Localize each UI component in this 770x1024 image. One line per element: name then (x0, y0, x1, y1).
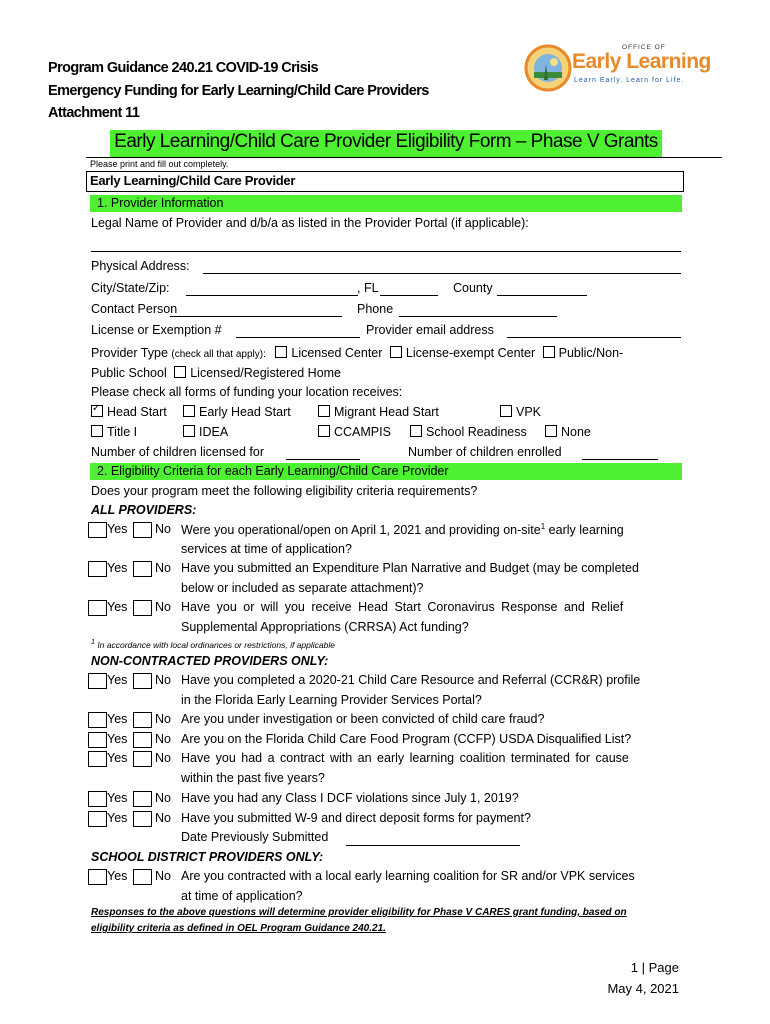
licensed-center-checkbox[interactable] (275, 346, 287, 358)
responses-note-line2: eligibility criteria as defined in OEL Program Guidance 240.21. (91, 923, 386, 934)
yes-label: Yes (107, 600, 128, 614)
instruction-text: Please print and fill out completely. (90, 159, 229, 169)
yes-label: Yes (107, 869, 128, 883)
nc-q3-no-box[interactable] (133, 732, 152, 748)
nc-q1-yes-box[interactable] (88, 673, 107, 689)
nc-q6-no-box[interactable] (133, 811, 152, 827)
no-label: No (155, 561, 171, 575)
nc-q2-no-box[interactable] (133, 712, 152, 728)
no-label: No (155, 791, 171, 805)
page-number: 1 | Page (630, 960, 679, 975)
public-school-checkbox[interactable] (543, 346, 555, 358)
all-q1-text (181, 522, 624, 537)
funding-school-readiness (410, 425, 527, 439)
sd-q1-yes-box[interactable] (88, 869, 107, 885)
all-q2-text-cont: below or included as separate attachment)? (181, 581, 424, 595)
no-label: No (155, 751, 171, 765)
yes-label: Yes (107, 811, 128, 825)
public-school-label-a: Public/Non- (558, 346, 624, 360)
form-title: Early Learning/Child Care Provider Eligibility Form – Phase V Grants (114, 131, 658, 152)
nc-q1-no-box[interactable] (133, 673, 152, 689)
emergency-funding-line: Emergency Funding for Early Learning/Child Care Providers (48, 83, 429, 99)
footnote (91, 638, 335, 650)
phone-field[interactable] (399, 316, 557, 317)
children-licensed-field[interactable] (286, 459, 360, 460)
legal-name-field[interactable] (91, 251, 681, 252)
all-q1-text-a: Were you operational/open on April 1, 2021 and providing on-site (181, 523, 541, 538)
no-label: No (155, 869, 171, 883)
provider-box-title: Early Learning/Child Care Provider (90, 173, 296, 188)
funding-none (545, 425, 591, 439)
school-district-heading: SCHOOL DISTRICT PROVIDERS ONLY: (91, 850, 324, 864)
funding-ccampis (318, 425, 391, 439)
date-submitted-label: Date Previously Submitted (181, 830, 329, 844)
check-all-note: (check all that apply): (171, 349, 266, 360)
fl-label: , FL (357, 281, 379, 295)
email-field[interactable] (507, 337, 681, 338)
nc-q6-yes-box[interactable] (88, 811, 107, 827)
children-enrolled-label: Number of children enrolled (408, 445, 562, 459)
all-q1-text-b: early learning (545, 523, 624, 538)
idea-label: IDEA (199, 425, 229, 439)
yes-label: Yes (107, 751, 128, 765)
city-state-zip-label: City/State/Zip: (91, 281, 170, 295)
children-enrolled-field[interactable] (582, 459, 658, 460)
nc-q4-no-box[interactable] (133, 751, 152, 767)
migrant-head-start-label: Migrant Head Start (334, 405, 439, 419)
no-label: No (155, 732, 171, 746)
contact-person-label: Contact Person (91, 302, 178, 316)
licensed-home-checkbox[interactable] (174, 366, 186, 378)
footnote-text: In accordance with local ordinances or restrictions, if applicable (97, 639, 335, 650)
date-submitted-field[interactable] (346, 845, 520, 846)
all-providers-heading: ALL PROVIDERS: (91, 503, 197, 517)
children-licensed-label: Number of children licensed for (91, 445, 264, 459)
yes-label: Yes (107, 561, 128, 575)
funding-prompt: Please check all forms of funding your location receives: (91, 385, 403, 399)
nc-q3-yes-box[interactable] (88, 732, 107, 748)
licensed-home-label: Licensed/Registered Home (190, 366, 342, 380)
contact-person-field[interactable] (170, 316, 342, 317)
early-head-start-checkbox[interactable] (183, 405, 195, 417)
program-guidance-line: Program Guidance 240.21 COVID-19 Crisis (48, 60, 318, 76)
funding-migrant (318, 405, 439, 419)
footnote-marker: 1 (540, 522, 546, 531)
nc-q4-yes-box[interactable] (88, 751, 107, 767)
all-q2-text: Have you submitted an Expenditure Plan Narrative and Budget (may be completed (181, 561, 639, 575)
sd-q1-no-box[interactable] (133, 869, 152, 885)
license-field[interactable] (236, 337, 360, 338)
nc-q4-text: Have you had a contract with an early learning coalition terminated for cause (181, 751, 629, 765)
license-label: License or Exemption # (91, 323, 222, 337)
criteria-prompt: Does your program meet the following eligibility criteria requirements? (91, 484, 478, 498)
physical-address-label: Physical Address: (91, 259, 190, 273)
no-label: No (155, 712, 171, 726)
all-q2-yes-box[interactable] (88, 561, 107, 577)
nc-q1-text-cont: in the Florida Early Learning Provider Services Portal? (181, 693, 482, 707)
no-label: No (155, 673, 171, 687)
county-field[interactable] (497, 295, 587, 296)
sd-q1-text-cont: at time of application? (181, 889, 303, 903)
license-exempt-label: License-exempt Center (405, 346, 536, 360)
nc-q5-yes-box[interactable] (88, 791, 107, 807)
head-start-checkbox[interactable] (91, 405, 103, 417)
logo-tagline: Learn Early. Learn for Life. (574, 77, 685, 84)
nc-q5-text: Have you had any Class I DCF violations since July 1, 2019? (181, 791, 519, 805)
physical-address-field[interactable] (203, 273, 681, 274)
city-field[interactable] (186, 295, 358, 296)
school-readiness-label: School Readiness (426, 425, 527, 439)
ccampis-checkbox[interactable] (318, 425, 330, 437)
no-label: No (155, 811, 171, 825)
funding-title-i (91, 425, 137, 439)
licensed-center-label: Licensed Center (291, 346, 383, 360)
early-head-start-label: Early Head Start (199, 405, 291, 419)
document-date: May 4, 2021 (607, 981, 679, 996)
none-checkbox[interactable] (545, 425, 557, 437)
all-q3-text: Have you or will you receive Head Start Coronavirus Response and Relief (181, 600, 624, 614)
section1-heading: 1. Provider Information (97, 196, 224, 210)
funding-idea (183, 425, 228, 439)
provider-type-row2 (91, 366, 341, 380)
section2-heading: 2. Eligibility Criteria for each Early Learning/Child Care Provider (97, 464, 449, 478)
phone-label: Phone (357, 302, 394, 316)
all-q1-yes-box[interactable] (88, 522, 107, 538)
no-label: No (155, 600, 171, 614)
yes-label: Yes (107, 522, 128, 536)
all-q1-text-cont: services at time of application? (181, 542, 352, 556)
footnote-number: 1 (91, 638, 95, 646)
zip-field[interactable] (380, 295, 438, 296)
title-i-checkbox[interactable] (91, 425, 103, 437)
email-label: Provider email address (366, 323, 494, 337)
yes-label: Yes (107, 712, 128, 726)
nc-q4-text-cont: within the past five years? (181, 771, 325, 785)
all-q2-no-box[interactable] (133, 561, 152, 577)
yes-label: Yes (107, 791, 128, 805)
florida-seal-icon (524, 44, 572, 92)
title-rule (86, 157, 722, 158)
funding-head-start (91, 405, 167, 419)
nc-q5-no-box[interactable] (133, 791, 152, 807)
all-q3-text-cont: Supplemental Appropriations (CRRSA) Act funding? (181, 620, 469, 634)
logo-early-learning: Early Learning (572, 50, 711, 73)
nc-q6-text: Have you submitted W-9 and direct deposit forms for payment? (181, 811, 531, 825)
provider-type-label: Provider Type (91, 346, 168, 360)
idea-checkbox[interactable] (183, 425, 195, 437)
yes-label: Yes (107, 732, 128, 746)
no-label: No (155, 522, 171, 536)
all-q3-yes-box[interactable] (88, 600, 107, 616)
attachment-line: Attachment 11 (48, 105, 140, 121)
license-exempt-checkbox[interactable] (390, 346, 402, 358)
oel-logo (524, 44, 714, 92)
logo-office-of: OFFICE OF (622, 44, 666, 51)
nc-q2-text: Are you under investigation or been convicted of child care fraud? (181, 712, 545, 726)
county-label: County (453, 281, 493, 295)
nc-q2-yes-box[interactable] (88, 712, 107, 728)
nc-q1-text: Have you completed a 2020-21 Child Care Resource and Referral (CCR&R) profile (181, 673, 641, 687)
funding-early-head-start (183, 405, 291, 419)
responses-note-line1: Responses to the above questions will determine provider eligibility for Phase V CARES grant funding, based on (91, 907, 627, 918)
public-school-label-b: Public School (91, 366, 167, 380)
funding-vpk (500, 405, 541, 419)
none-label: None (561, 425, 591, 439)
title-i-label: Title I (107, 425, 138, 439)
nc-q3-text: Are you on the Florida Child Care Food Program (CCFP) USDA Disqualified List? (181, 732, 632, 746)
legal-name-label: Legal Name of Provider and d/b/a as listed in the Provider Portal (if applicable): (91, 216, 529, 230)
head-start-label: Head Start (107, 405, 167, 419)
vpk-checkbox[interactable] (500, 405, 512, 417)
non-contracted-heading: NON-CONTRACTED PROVIDERS ONLY: (91, 654, 329, 668)
vpk-label: VPK (516, 405, 542, 419)
provider-type-row (91, 346, 623, 360)
all-q3-no-box[interactable] (133, 600, 152, 616)
school-readiness-checkbox[interactable] (410, 425, 422, 437)
ccampis-label: CCAMPIS (334, 425, 391, 439)
migrant-head-start-checkbox[interactable] (318, 405, 330, 417)
all-q1-no-box[interactable] (133, 522, 152, 538)
sd-q1-text: Are you contracted with a local early learning coalition for SR and/or VPK services (181, 869, 635, 883)
yes-label: Yes (107, 673, 128, 687)
